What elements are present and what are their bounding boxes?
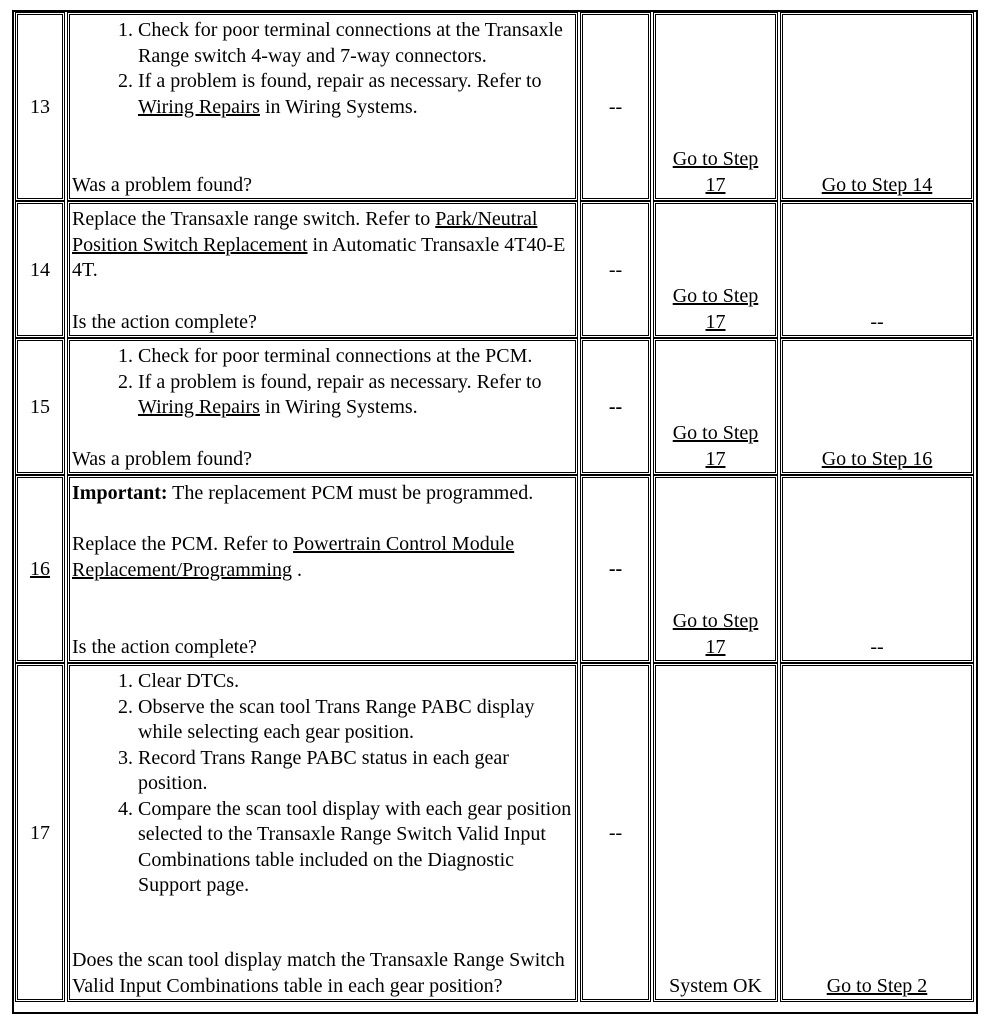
value-text: -- (608, 822, 623, 844)
no-value: -- (870, 635, 884, 658)
action-cell (69, 340, 576, 473)
value-cell (582, 203, 649, 336)
action-step: 1. Check for poor terminal connections at the PCM. (138, 344, 575, 370)
no-cell (782, 203, 972, 336)
action-step: 1. Clear DTCs. (138, 669, 575, 695)
value-text: -- (608, 558, 623, 580)
step-number-cell (17, 665, 63, 1000)
value-cell (582, 14, 649, 199)
action-step: 4. Compare the scan tool display with each gear position selected to the Transaxle Range Switch Valid Input Combinations table included on the Diagnostic Support page. (138, 797, 575, 899)
park-neutral-switch-replacement-link[interactable]: Park/Neutral Position Switch Replacement (72, 208, 538, 256)
go-to-step-2-link[interactable]: Go to Step 2 (826, 974, 928, 997)
step-number: 14 (30, 259, 50, 281)
yes-cell (655, 665, 776, 1000)
action-step: 2. Observe the scan tool Trans Range PABC display while selecting each gear position. (138, 695, 575, 746)
yes-cell (655, 14, 776, 199)
value-cell (582, 477, 649, 661)
go-to-step-17-link[interactable]: Go to Step 17 (672, 422, 759, 470)
step-number-cell (17, 14, 63, 199)
yes-cell (655, 340, 776, 473)
pcm-replacement-link[interactable]: Powertrain Control Module Replacement/Programming (72, 533, 515, 581)
question-text: Is the action complete? (72, 635, 257, 658)
question-text: Is the action complete? (72, 310, 257, 333)
action-cell: Replace the Transaxle range switch. Refer to Park/Neutral Position Switch Replacement in Automatic Transaxle 4T40-E 4T. Is the action complete? (69, 203, 576, 336)
action-cell (69, 665, 576, 1000)
important-label: Important: (72, 482, 168, 504)
no-value: -- (870, 310, 884, 333)
action-step: 2. If a problem is found, repair as necessary. Refer to Wiring Repairs in Wiring Systems. (138, 69, 575, 120)
no-cell (782, 14, 972, 199)
question-text: Was a problem found? (72, 173, 252, 196)
step-number: 15 (30, 396, 50, 418)
yes-cell (655, 203, 776, 336)
value-cell (582, 665, 649, 1000)
yes-cell (655, 477, 776, 661)
action-step: 1. Check for poor terminal connections at the Transaxle Range switch 4-way and 7-way connectors. (138, 18, 575, 69)
action-step: 2. If a problem is found, repair as necessary. Refer to Wiring Repairs in Wiring Systems. (138, 370, 575, 421)
system-ok-text: System OK (669, 974, 762, 997)
no-cell (782, 477, 972, 661)
go-to-step-16-link[interactable]: Go to Step 16 (821, 447, 933, 470)
value-text: -- (608, 259, 623, 281)
wiring-repairs-link[interactable]: Wiring Repairs (138, 95, 260, 118)
step-number-cell (17, 203, 63, 336)
go-to-step-17-link[interactable]: Go to Step 17 (672, 148, 759, 196)
step-number-cell (17, 340, 63, 473)
go-to-step-14-link[interactable]: Go to Step 14 (821, 173, 933, 196)
step-number: 17 (30, 822, 50, 844)
diagnostic-table (12, 10, 978, 1014)
question-text: Was a problem found? (72, 447, 252, 470)
question-text: Does the scan tool display match the Transaxle Range Switch Valid Input Combinations table in each gear position? (72, 949, 565, 997)
no-cell (782, 665, 972, 1000)
go-to-step-17-link[interactable]: Go to Step 17 (672, 285, 759, 333)
action-cell: Important: The replacement PCM must be programmed. Replace the PCM. Refer to Powertrain Control Module Replacement/Programming . Is the action complete? (69, 477, 576, 661)
step-number: 13 (30, 96, 50, 118)
action-cell (69, 14, 576, 199)
go-to-step-17-link[interactable]: Go to Step 17 (672, 610, 759, 658)
wiring-repairs-link[interactable]: Wiring Repairs (138, 396, 260, 418)
no-cell (782, 340, 972, 473)
value-text: -- (608, 396, 623, 418)
action-step: 3. Record Trans Range PABC status in each gear position. (138, 746, 575, 797)
value-text: -- (608, 96, 623, 118)
step-number-link[interactable]: 16 (30, 558, 50, 580)
value-cell (582, 340, 649, 473)
step-number-cell (17, 477, 63, 661)
